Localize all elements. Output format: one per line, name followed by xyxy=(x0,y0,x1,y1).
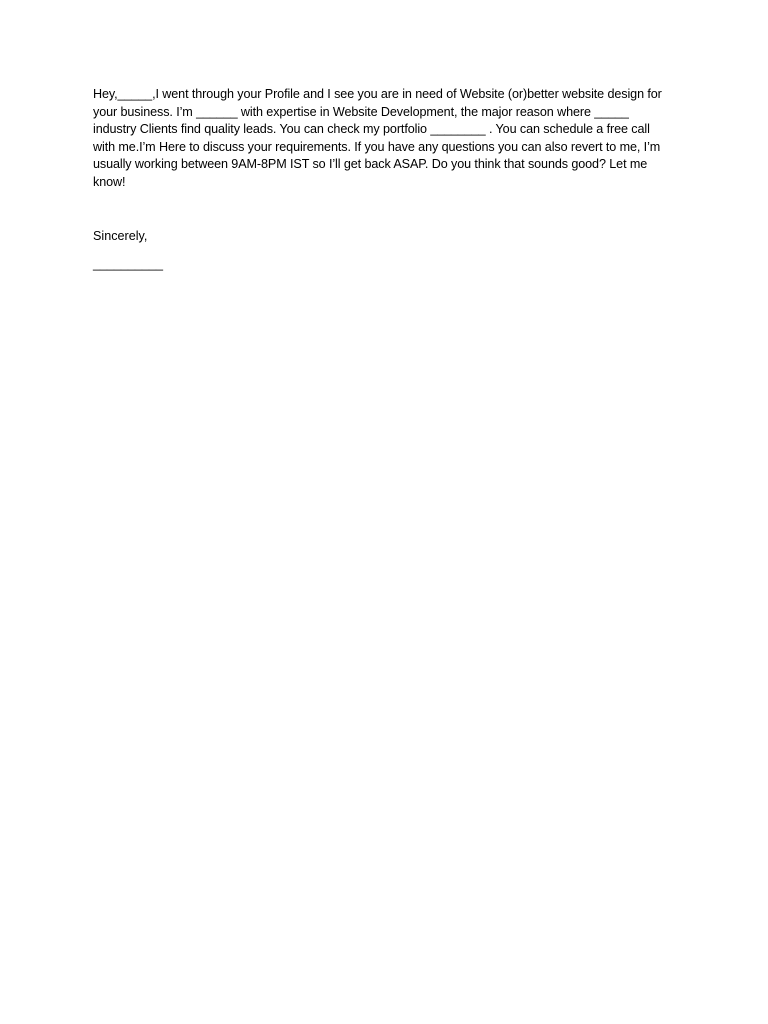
signature-line: __________ xyxy=(93,257,164,272)
letter-body-paragraph: Hey,_____,I went through your Profile and I see you are in need of Website (or)better website design for your business. I’m ______ with expertise in Website Development, the major reason where _____ industry Clients find quality leads. You can check my portfolio ________ . You can schedule a free call with me.I’m Here to discuss your requirements. If you have any questions you can also revert to me, I’m usually working between 9AM-8PM IST so I’ll get back ASAP. Do you think that sounds good? Let me know! xyxy=(93,87,662,189)
letter-closing: Sincerely, xyxy=(93,228,148,243)
letter-content xyxy=(93,86,671,274)
